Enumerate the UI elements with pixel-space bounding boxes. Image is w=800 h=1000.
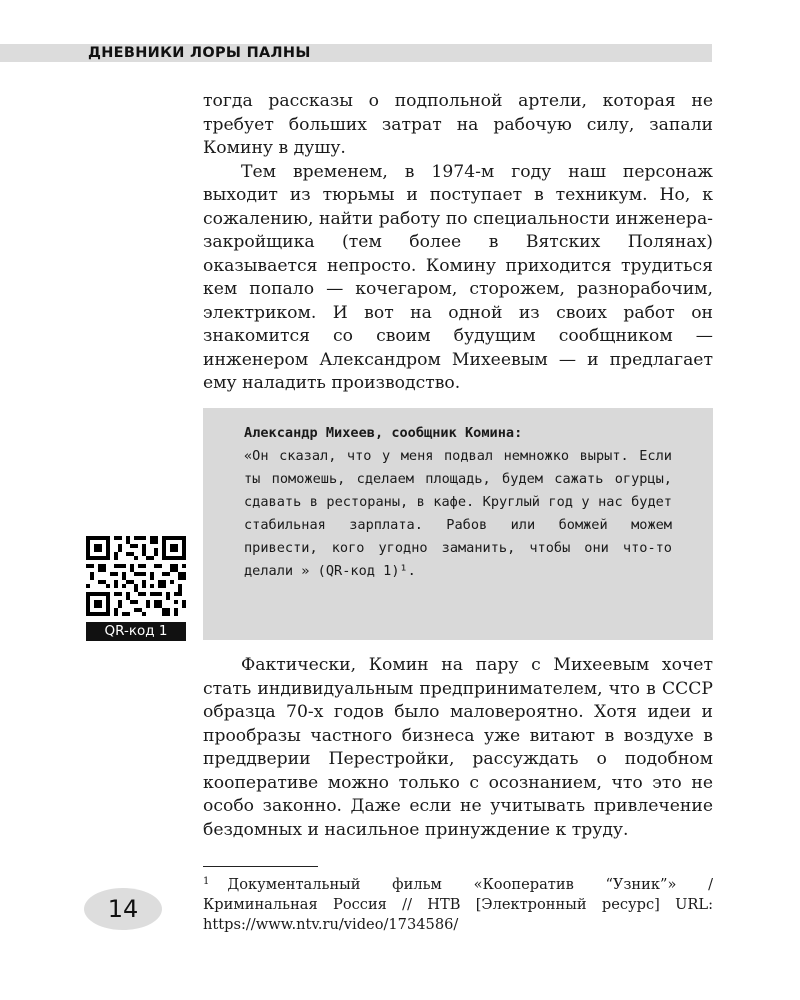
- qr-code-label: QR-код 1: [86, 622, 186, 641]
- footnote-divider: [203, 866, 318, 867]
- footnote-text: Документальный фильм «Кооператив “Узник”» / Криминальная Россия // НТВ [Электронный ресурс] URL: https://www.ntv.ru/video/1734586/: [203, 876, 713, 933]
- quote-speaker: Александр Михеев, сообщник Комина:: [244, 425, 523, 441]
- page-number: 14: [107, 895, 139, 923]
- quote-text: «Он сказал, что у меня подвал немножко вырыт. Если ты поможешь, сделаем площадь, будем сажать огурцы, сдавать в рестораны, в кафе. Круглый год у нас будет стабильная зарплата. Рабов или бомжей можем привести, кого угодно заманить, чтобы они что-то делали » (QR-код 1)¹.: [244, 448, 672, 579]
- body-text-top: [203, 90, 713, 396]
- paragraph-1: тогда рассказы о подпольной артели, которая не требует больших затрат на рабочую силу, запали Комину в душу.: [203, 91, 713, 158]
- running-header-title: ДНЕВНИКИ ЛОРЫ ПАЛНЫ: [88, 45, 311, 61]
- footnote: [203, 872, 713, 935]
- quote-box: [203, 408, 713, 640]
- qr-code-icon[interactable]: [86, 536, 186, 616]
- quote-content: [244, 422, 672, 583]
- paragraph-3: Фактически, Комин на пару с Михеевым хочет стать индивидуальным предпринимателем, что в СССР образца 70-х годов было маловероятно. Хотя идеи и прообразы частного бизнеса уже витают в воздухе в преддверии Перестройки, рассуждать о подобном кооперативе можно только с осознанием, что это не особо законно. Даже если не учитывать привлечение бездомных и насильное принуждение к труду.: [203, 655, 713, 840]
- body-text-bottom: [203, 654, 713, 842]
- paragraph-2: Тем временем, в 1974-м году наш персонаж выходит из тюрьмы и поступает в техникум. Но, к сожалению, найти работу по специальности инженера-закройщика (тем более в Вятских Полянах) оказывается непросто. Комину приходится трудиться кем попало — кочегаром, сторожем, разнорабочим, электриком. И вот на одной из своих работ он знакомится со своим будущим сообщником — инженером Александром Михеевым — и предлагает ему наладить производство.: [203, 161, 713, 393]
- footnote-marker: 1: [203, 876, 210, 887]
- qr-code-block: [86, 536, 186, 641]
